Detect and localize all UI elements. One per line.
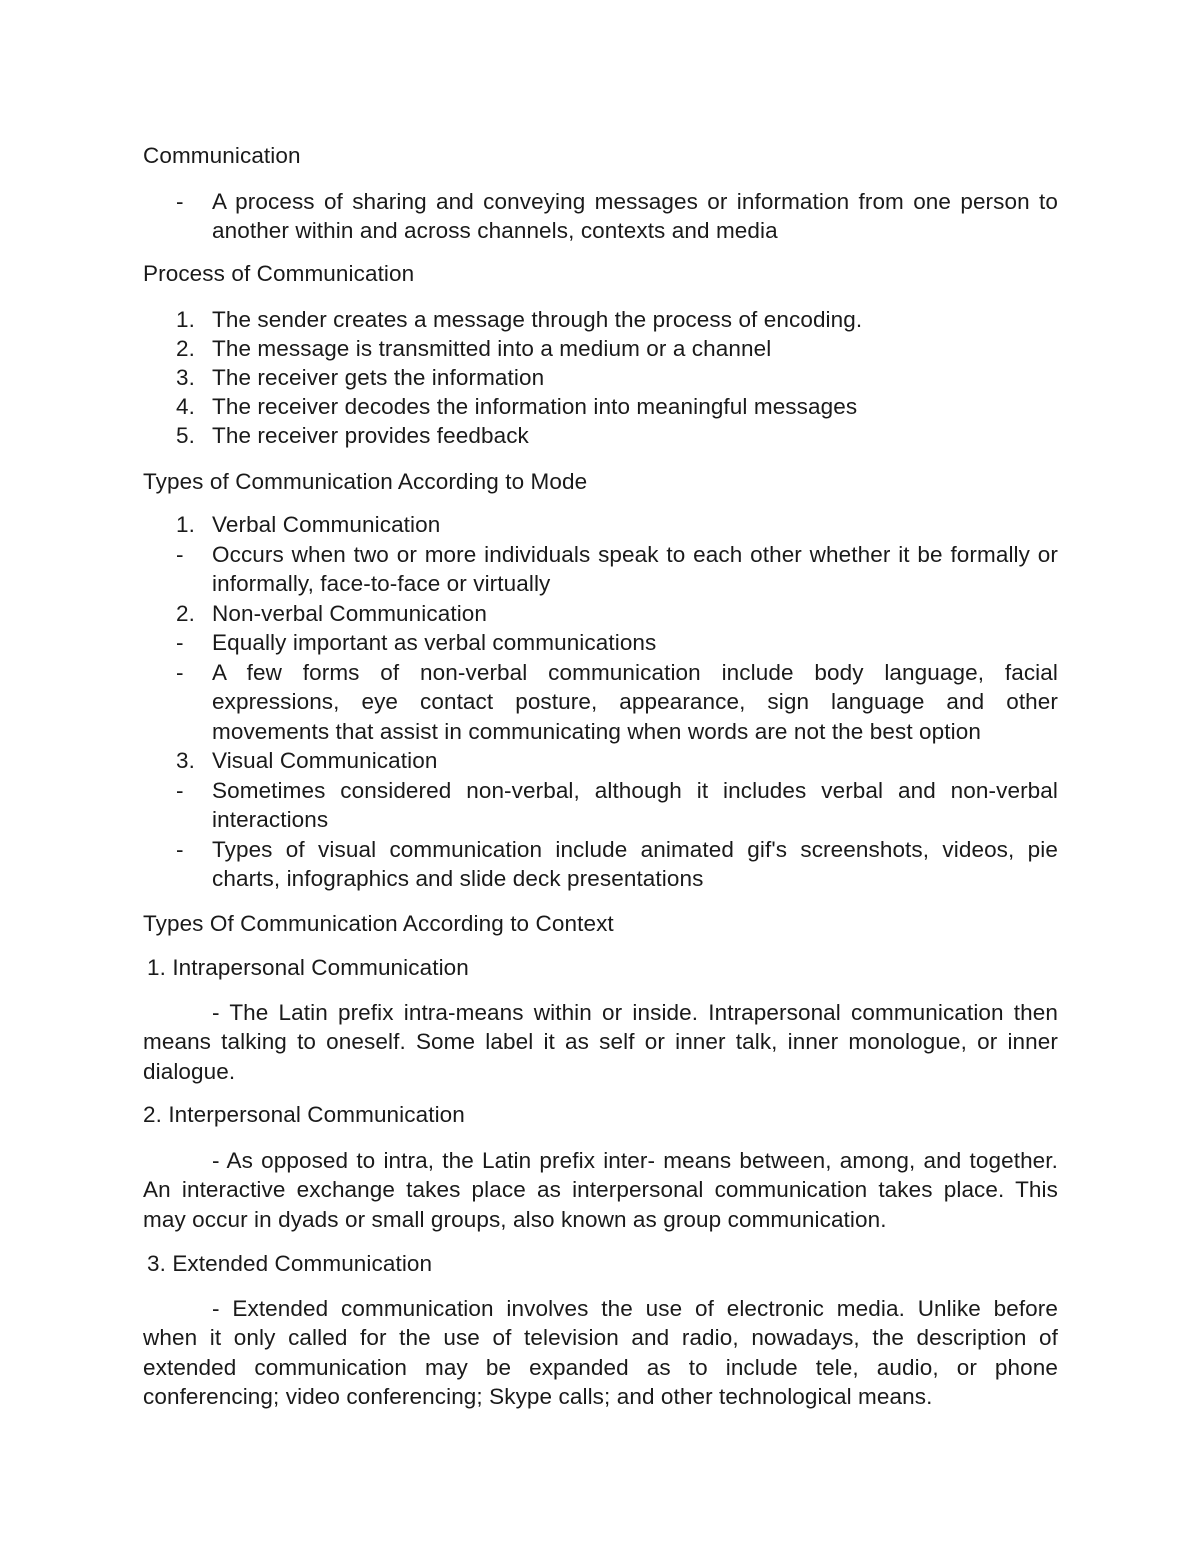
- heading-context: Types Of Communication According to Context: [143, 911, 614, 936]
- list-number: 3.: [176, 748, 195, 773]
- description-line: interactions: [212, 807, 329, 832]
- description-line: charts, infographics and slide deck presentations: [212, 866, 704, 891]
- paragraph-line: dialogue.: [143, 1059, 236, 1084]
- list-number: 2.: [176, 601, 195, 626]
- description-line: informally, face-to-face or virtually: [212, 571, 551, 596]
- definition-line: another within and across channels, contexts and media: [212, 218, 778, 243]
- list-item: The receiver decodes the information into meaningful messages: [212, 394, 858, 419]
- list-number: 2.: [176, 336, 195, 361]
- bullet-dash: -: [176, 660, 184, 685]
- description-line: Equally important as verbal communications: [212, 630, 657, 655]
- paragraph-line: - The Latin prefix intra-means within or inside. Intrapersonal communication then: [212, 1000, 1058, 1025]
- paragraph-line: means talking to oneself. Some label it as self or inner talk, inner monologue, or inner: [143, 1029, 1058, 1054]
- list-item: Verbal Communication: [212, 512, 441, 537]
- list-item: The receiver provides feedback: [212, 423, 529, 448]
- list-item: The message is transmitted into a medium or a channel: [212, 336, 772, 361]
- bullet-dash: -: [176, 630, 184, 655]
- list-item: Non-verbal Communication: [212, 601, 488, 626]
- list-number: 1.: [176, 307, 195, 332]
- list-number: 5.: [176, 423, 195, 448]
- list-item: The sender creates a message through the process of encoding.: [212, 307, 863, 332]
- description-line: Types of visual communication include animated gif's screenshots, videos, pie: [212, 837, 1058, 862]
- bullet-dash: -: [176, 837, 184, 862]
- paragraph-line: - Extended communication involves the use of electronic media. Unlike before: [212, 1296, 1058, 1321]
- list-item: Visual Communication: [212, 748, 438, 773]
- description-line: A few forms of non-verbal communication include body language, facial: [212, 660, 1058, 685]
- description-line: Sometimes considered non-verbal, although it includes verbal and non-verbal: [212, 778, 1058, 803]
- list-number: 3.: [176, 365, 195, 390]
- subheading-interpersonal: 2. Interpersonal Communication: [143, 1102, 465, 1127]
- subheading-intrapersonal: 1. Intrapersonal Communication: [147, 955, 469, 980]
- paragraph-line: conferencing; video conferencing; Skype calls; and other technological means.: [143, 1384, 933, 1409]
- paragraph-line: may occur in dyads or small groups, also known as group communication.: [143, 1207, 887, 1232]
- list-item: The receiver gets the information: [212, 365, 545, 390]
- definition-line: A process of sharing and conveying messages or information from one person to: [212, 189, 1058, 214]
- heading-process: Process of Communication: [143, 261, 415, 286]
- paragraph-line: - As opposed to intra, the Latin prefix inter- means between, among, and together.: [212, 1148, 1058, 1173]
- heading-mode: Types of Communication According to Mode: [143, 469, 588, 494]
- description-line: movements that assist in communicating when words are not the best option: [212, 719, 981, 744]
- bullet-dash: -: [176, 542, 184, 567]
- heading-communication: Communication: [143, 143, 301, 168]
- list-number: 1.: [176, 512, 195, 537]
- paragraph-line: when it only called for the use of television and radio, nowadays, the description of: [143, 1325, 1058, 1350]
- description-line: Occurs when two or more individuals speak to each other whether it be formally or: [212, 542, 1058, 567]
- bullet-dash: -: [176, 778, 184, 803]
- bullet-dash: -: [176, 189, 184, 214]
- paragraph-line: extended communication may be expanded as to include tele, audio, or phone: [143, 1355, 1058, 1380]
- subheading-extended: 3. Extended Communication: [147, 1251, 433, 1276]
- list-number: 4.: [176, 394, 195, 419]
- description-line: expressions, eye contact posture, appearance, sign language and other: [212, 689, 1058, 714]
- paragraph-line: An interactive exchange takes place as interpersonal communication takes place. This: [143, 1177, 1058, 1202]
